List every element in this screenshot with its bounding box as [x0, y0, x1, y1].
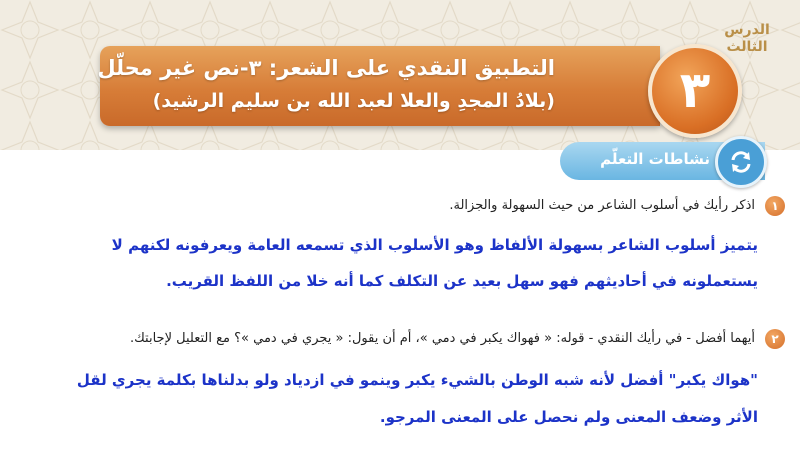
answer-2-line-1: "هواك يكبر" أفضل لأنه شبه الوطن بالشيء يكبر وينمو في ازدياد ولو بدلناها بكلمة يجري لقل: [76, 371, 758, 389]
answer-2-line-2: الأثر وضعف المعنى ولم نحصل على المعنى المرجو.: [379, 408, 758, 426]
answer-1-line-2: يستعملونه في أحاديثهم فهو سهل بعيد عن التكلف كما أنه خلا من اللفظ القريب.: [166, 272, 758, 290]
lesson-number-badge: ٣: [648, 44, 742, 138]
question-1-number: ١: [765, 196, 785, 216]
question-2-number: ٢: [765, 329, 785, 349]
refresh-cycle-icon: [715, 136, 767, 188]
lesson-title: التطبيق النقدي على الشعر: ٣-نص غير محلّل: [97, 56, 555, 80]
answer-1-line-1: يتميز أسلوب الشاعر بسهولة الألفاظ وهو الأسلوب الذي تسمعه العامة ويعرفونه لكنهم لا: [111, 236, 758, 254]
question-1-text: اذكر رأيك في أسلوب الشاعر من حيث السهولة والجزالة.: [449, 198, 755, 213]
lesson-tag-line1: الدرس: [724, 22, 770, 38]
activities-label: نشاطات التعلّم: [600, 150, 710, 168]
title-banner: [97, 46, 660, 126]
lesson-tag-line2: الثالث: [726, 39, 768, 55]
lesson-subtitle: (بلادُ المجدِ والعلا لعبد الله بن سليم الرشيد): [152, 90, 555, 112]
question-2-text: أيهما أفضل - في رأيك النقدي - قوله: « فهواك يكبر في دمي »، أم أن يقول: « يجري في دمي »؟ مع التعليل لإجابتك.: [129, 331, 755, 346]
